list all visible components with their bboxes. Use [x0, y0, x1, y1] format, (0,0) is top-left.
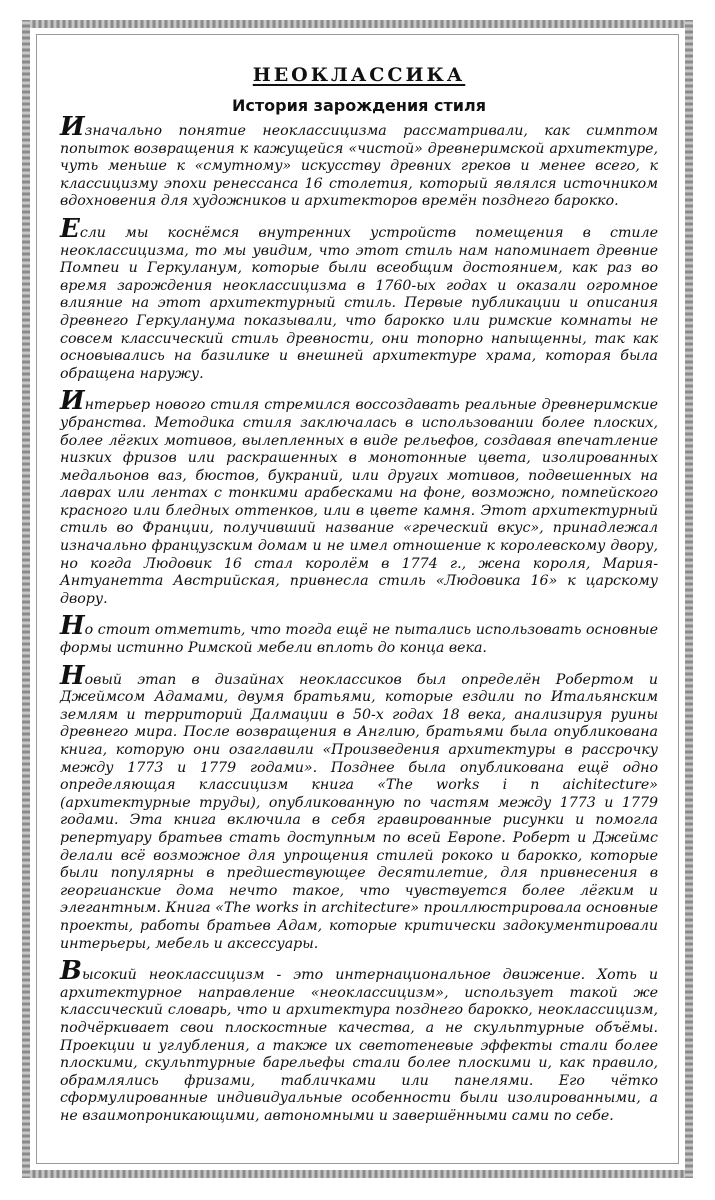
- paragraph-4: Но стоит отметить, что тогда ещё не пытались использовать основные формы истинно Римской мебели вплоть до конца века.: [60, 611, 658, 657]
- page-title: НЕОКЛАССИКА: [252, 64, 466, 86]
- frame-border-left: [22, 20, 30, 1178]
- frame-border-bottom: [22, 1170, 693, 1178]
- frame-border-top: [22, 20, 693, 28]
- section-subtitle: История зарождения стиля: [232, 96, 486, 115]
- paragraph-1: Изначально понятие неоклассицизма рассматривали, как симптом попыток возвращения к кажущейся «чистой» древнеримской архитектуре, чуть меньше к «смутному» искусству древних греков и менее всего, к классицизму эпохи ренессанса 16 столетия, который являлся источником вдохновения для художников и архитекторов времён позднего барокко.: [60, 112, 658, 210]
- paragraph-5: Новый этап в дизайнах неоклассиков был определён Робертом и Джеймсом Адамами, двумя братьями, которые ездили по Итальянским землям и территорий Далмации в 50-х годах 18 века, анализируя руины древнего мира. После возвращения в Англию, братьями была опубликована книга, которую они озаглавили «Произведения архитектуры в рассрочку между 1773 и 1779 годами». Позднее была опубликована ещё одно определяющая классицизм книга «The works i n aichitecture» (архитектурные труды), опубликованную по частям между 1773 и 1779 годами. Эта книга включила в себя гравированные рисунки и помогла репертуару братьев стать доступным по всей Европе. Роберт и Джеймс делали всё возможное для упрощения стилей рококо и барокко, которые были популярны в предшествующее десятилетие, для привнесения в георгианские дома нечто такое, что чувствуется более лёгким и элегантным. Книга «The works in architecture» проиллюстрировала основные проекты, работы братьев Адам, которые критически задокументировали интерьеры, мебель и аксессуары.: [60, 660, 658, 952]
- frame-border-right: [685, 20, 693, 1178]
- paragraph-3: Интерьер нового стиля стремился воссоздавать реальные древнеримские убранства. Методика стиля заключалась в использовании более плоских, более лёгких мотивов, вылепленных в виде рельефов, создавая впечатление низких фризов или раскрашенных в монотонные цвета, изолированных медальонов ваз, бюстов, букраний, или других мотивов, подвешенных на лаврах или лентах с тонкими арабесками на фоне, возможно, помпейского красного или бледных оттенков, или в цвете камня. Этот архитектурный стиль во Франции, получивший название «греческий вкус», принадлежал изначально французским домам и не имел отношение к королевскому двору, но когда Людовик 16 стал королём в 1774 г., жена короля, Мария-Антуанетта Австрийская, привнесла стиль «Людовика 16» к царскому двору.: [60, 386, 658, 607]
- paragraph-2: Если мы коснёмся внутренних устройств помещения в стиле неоклассицизма, то мы увидим, что этот стиль нам напоминает древние Помпеи и Геркуланум, которые были всеобщим достоянием, как раз во время зарождения неоклассицизма в 1760-ых годах и оказали огромное влияние на этот архитектурный стиль. Первые публикации и описания древнего Геркуланума показывали, что барокко или римские комнаты не совсем классический стиль древности, они топорно напыщенны, так как основывались на базилике и внешней архитектуре храма, которая была обращена наружу.: [60, 213, 658, 382]
- paragraph-6: Высокий неоклассицизм - это интернациональное движение. Хоть и архитектурное направление «неоклассицизм», использует такой же классический словарь, что и архитектура позднего барокко, неоклассицизм, подчёркивает свои плоскостные качества, а не скульптурные объёмы. Проекции и углубления, а также их светотеневые эффекты стали более плоскими, скульптурные барельефы стали более плоскими и, как правило, обрамлялись фризами, табличками или панелями. Его чётко сформулированные индивидуальные особенности были изолированными, а не взаимопроникающими, автономными и завершёнными сами по себе.: [60, 956, 658, 1124]
- document-body: [60, 58, 658, 1135]
